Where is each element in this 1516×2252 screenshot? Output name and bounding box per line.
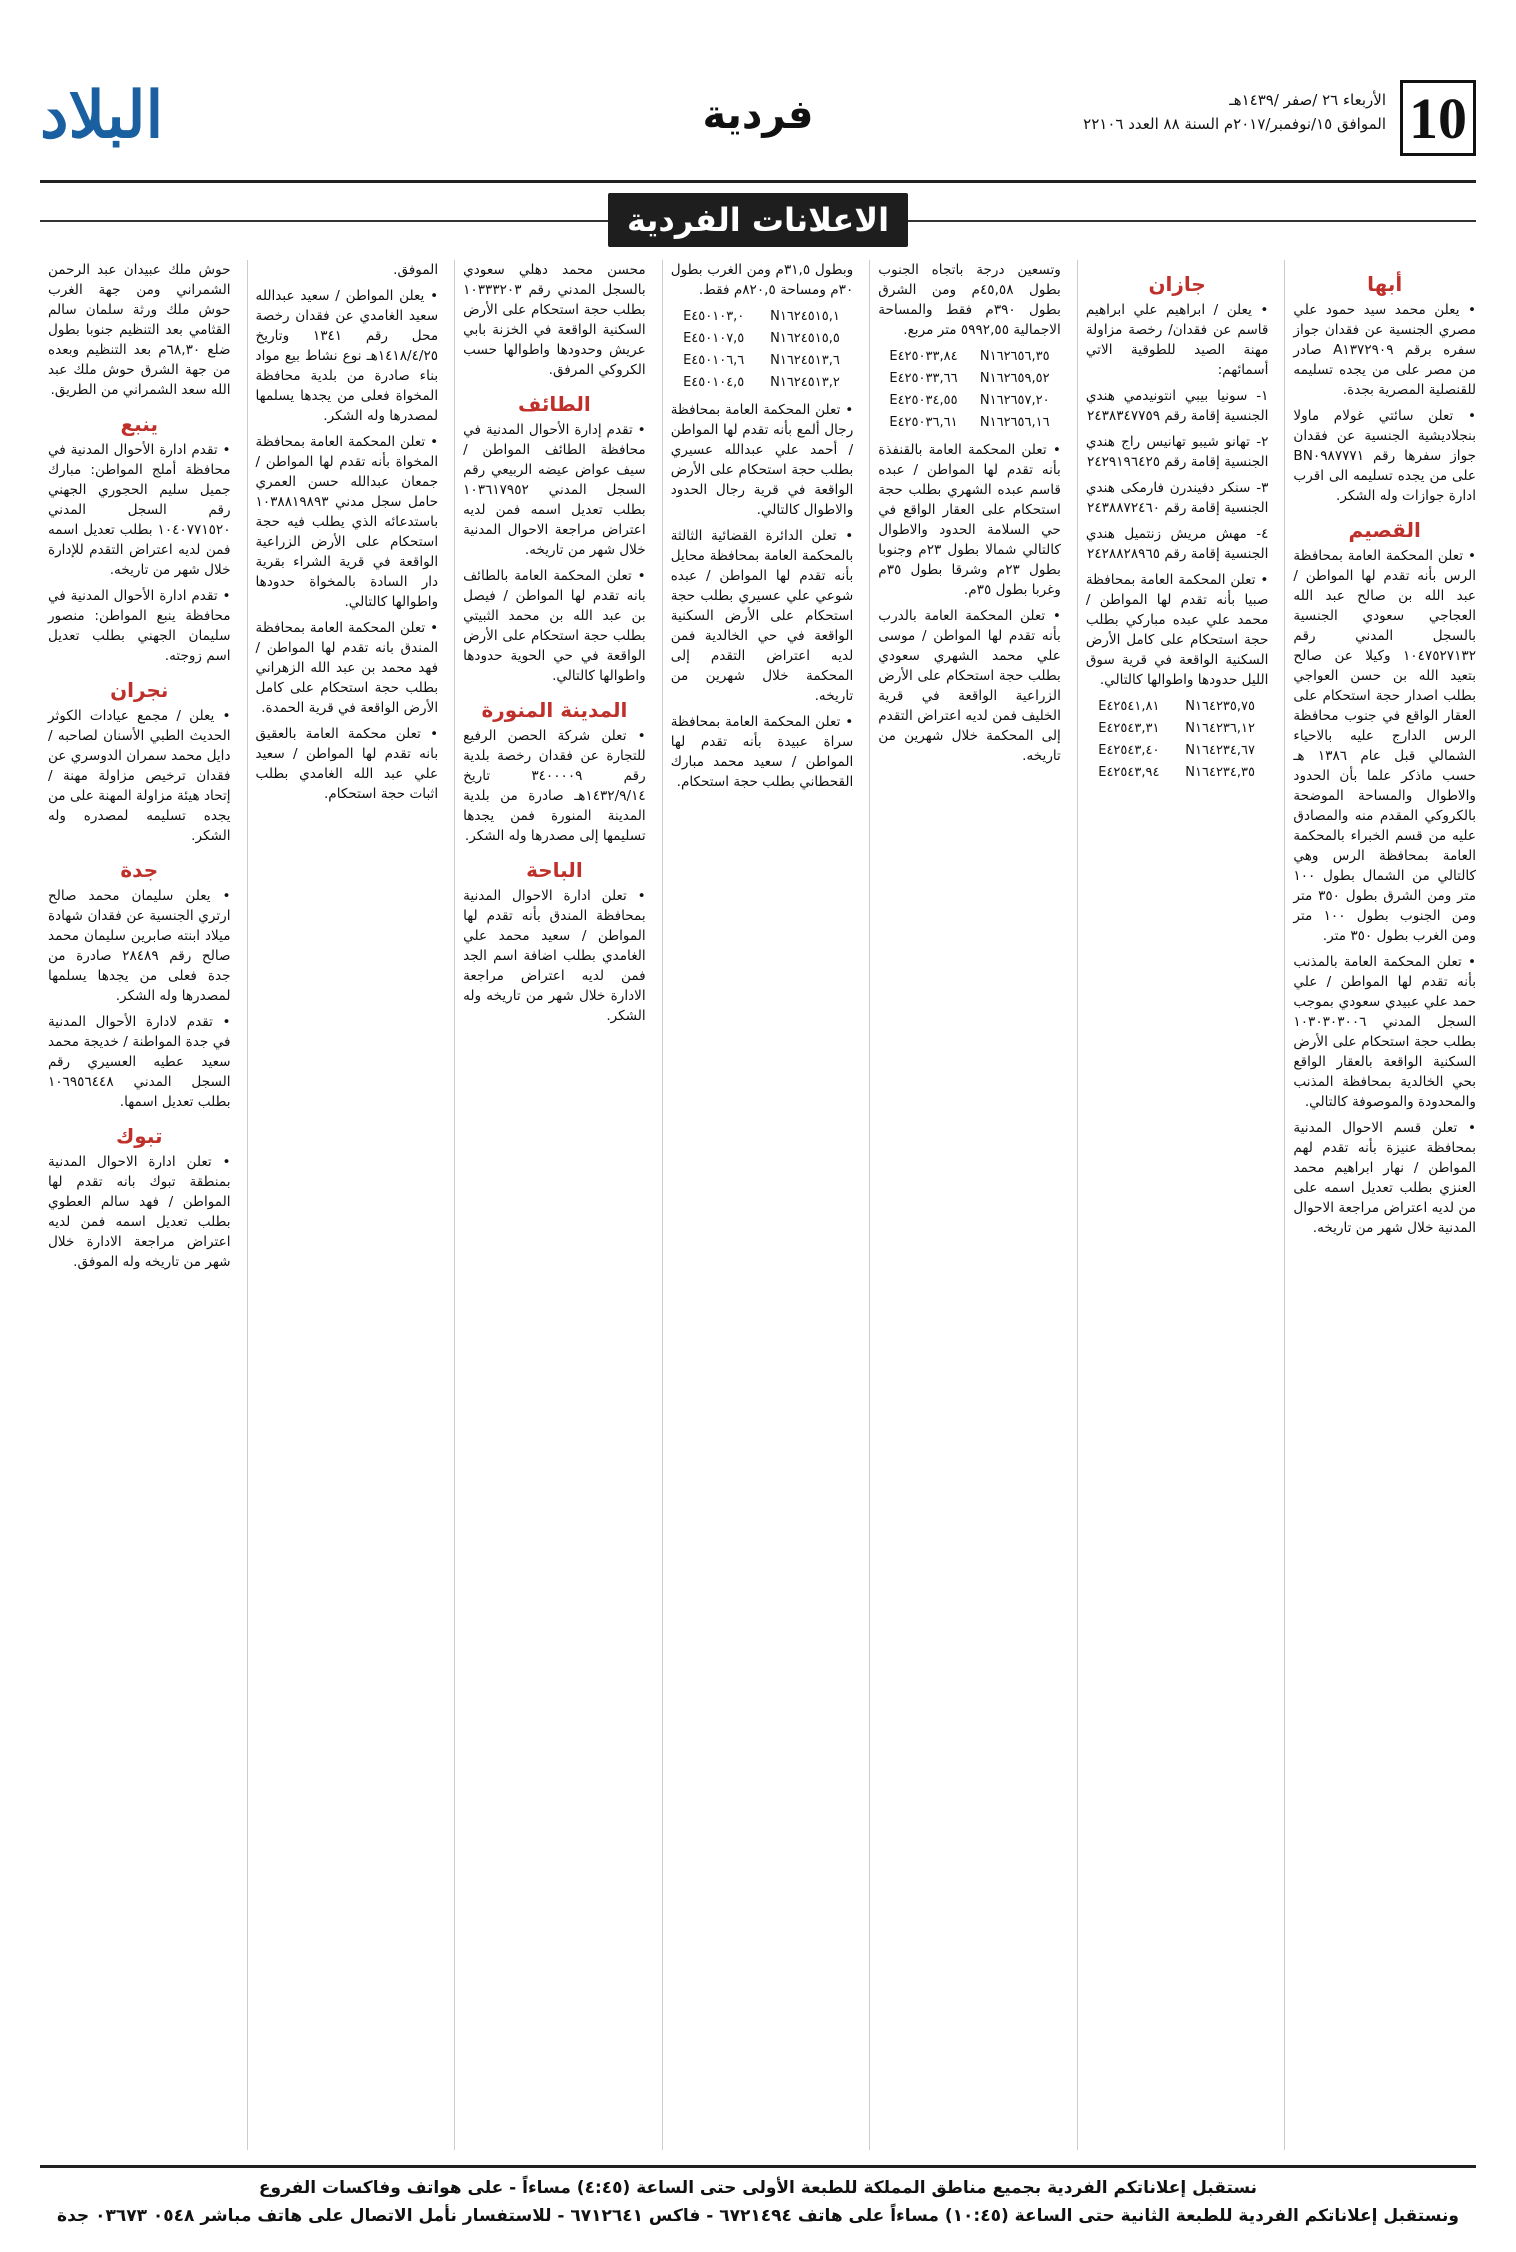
table-row (878, 346, 1061, 368)
ad-text: • تقدم إدارة الأحوال المدنية في محافظة الطائف المواطن / سيف عواض عيضه الربيعي رقم السجل المدني ١٠٣٦١٧٩٥٢ بطلب تعديل اسمه فمن لديه اعتراض مراجعة الاحوال المدنية خلال شهر من تاريخه. (463, 422, 646, 558)
ad-text: • تعلن قسم الاحوال المدنية بمحافظة عنيزة بأنه تقدم لهم المواطن / نهار ابراهيم محمد العنزي بطلب تعديل اسمه على من لديه اعتراض مراجعة الاحوال المدنية خلال شهر من تاريخه. (1293, 1120, 1476, 1236)
footer-line: ونستقبل إعلاناتكم الفردية للطبعة الثانية حتى الساعة (١٠:٤٥) مساءاً على هاتف ٦٧٢١٤٩٤ - فاكس ٦٧١٢٦٤١ - للاستفسار نأمل الاتصال على هاتف مباشر ٠٥٤٨ ٠٣٦٧٣ جدة (57, 2206, 1459, 2226)
column-2 (1077, 260, 1269, 2150)
coord-n: N١٦٢٦٥٧,٢٠ (979, 393, 1050, 408)
ad-text: • تعلن سائتي غولام ماولا بنجلاديشية الجنسية عن فقدان جواز سفرها رقم BN٠٩٨٧٧٧١ على من يجده تسليمه الى اقرب ادارة جوازات وله الشكر. (1293, 408, 1476, 504)
coord-e: E٤٢٥٤٣,٤٠ (1098, 743, 1160, 758)
ad-text: • يعلن المواطن / سعيد عبدالله سعيد الغامدي عن فقدان رخصة محل رقم ١٣٤١ وتاريخ ١٤١٨/٤/٢٥هـ نوع نشاط بيع مواد بناء صادرة من بلدية محافظة المخواة فعلى من يجدها يسلمها لمصدرها وله الشكر. (255, 288, 439, 424)
coord-e: E٤٢٥٠٣٣,٦٦ (889, 371, 958, 386)
ad-text: الموفق. (393, 262, 439, 278)
ad-text: • تعلن محكمة العامة بالعقيق بانه تقدم لها المواطن / سعيد علي عبد الله الغامدي بطلب اثبات حجة استحكام. (255, 726, 439, 802)
coordinates-table (1086, 696, 1269, 784)
table-row (671, 328, 854, 350)
section-title: فردية (702, 92, 814, 138)
ad-text: محسن محمد دهلي سعودي بالسجل المدني رقم ١٠٣٣٣٢٠٣ بطلب حجة استحكام على الأرض السكنية الواقعة في الخزنة بابي عريش وحدودها واطوالها حسب الكروكي المرفق. (463, 262, 646, 378)
coord-n: N١٦٢٦٥٦,٣٥ (979, 349, 1050, 364)
column-1 (1284, 260, 1476, 2150)
ad-text: • تعلن المحكمة العامة بمحافظة الرس بأنه تقدم لها المواطن / عبد الله بن صالح عبد الله العجاجي سعودي الجنسية بالسجل المدني رقم ١٠٤٧٥٢٧١٣٢ وكيلا عن صالح بتعيد الله بن حسن العواجي بطلب اصدار حجة استحكام على العقار الواقع في جنوب محافظة الرس الدارج عليه بالاحياء الشمالي قبل عام ١٣٨٦ هـ حسب ماذكر علما بأن الحدود والاطوال والمساحة الموضحة بالكروكي المقدم منه والمصادق عليه من قسم الخبراء بالمحكمة العامة بمحافظة الرس وهي كالتالي من الشمال بطول ١٠٠ متر ومن الشرق بطول ٣٥٠ متر ومن الجنوب بطول ١٠٠ متر ومن الغرب بطول ٣٥٠ متر. (1293, 548, 1476, 944)
newspaper-logo: البلاد (40, 78, 164, 153)
ad-text: • يعلن محمد سيد حمود علي مصري الجنسية عن فقدان جواز سفره برقم A١٣٧٢٩٠٩ صادر من مصر على من يجده تسليمه للقنصلية المصرية بجدة. (1293, 302, 1476, 398)
ad-text: • يعلن سليمان محمد صالح ارتري الجنسية عن فقدان شهادة ميلاد ابنته صابرين سليمان محمد صالح رقم ٢٨٤٨٩ صادرة من جدة فعلى من يجدها يسلمها لمصدرها وله الشكر. (47, 888, 231, 1004)
masthead (40, 70, 1476, 183)
column-6 (247, 260, 439, 2150)
region-heading: الباحة (526, 858, 583, 882)
ad-text: ٢- تهانو شيبو تهانيس راج هندي الجنسية إقامة رقم ٢٤٢٩١٩٦٤٢٥ (1085, 434, 1269, 470)
table-row (1086, 696, 1269, 718)
region-heading: جازان (1148, 272, 1206, 296)
column-5 (454, 260, 646, 2150)
ad-text: • تعلن ادارة الاحوال المدنية بمنطقة تبوك بانه تقدم لها المواطن / فهد سالم العطوي بطلب تعديل اسمه فمن لديه اعتراض مراجعة الادارة خلال شهر من تاريخه وله الموفق. (47, 1154, 231, 1270)
table-row (1086, 740, 1269, 762)
column-3 (869, 260, 1061, 2150)
region-heading: القصيم (1348, 518, 1421, 542)
coord-n: N١٦٢٤٥١٣,٦ (770, 353, 840, 368)
page-number: 10 (1400, 80, 1476, 156)
region-heading: تبوك (115, 1124, 163, 1148)
issue-dates (1083, 88, 1386, 136)
ads-columns (40, 260, 1476, 2150)
ad-text: وبطول ٣١,٥م ومن الغرب بطول ٣٠م ومساحة ٨٢٠,٥م فقط. (670, 262, 854, 298)
coordinates-table (671, 306, 854, 394)
table-row (878, 390, 1061, 412)
ad-text: • يعلن / مجمع عيادات الكوثر الحديث الطبي الأسنان لصاحبه / دايل محمد سمران الدوسري عن فقدان ترخيص مزاولة مهنة / إتحاد هيئة مزاولة المهنة على من يجده تسليمه لمصدره وله الشكر. (47, 708, 231, 844)
coord-e: E٤٢٥٤٣,٩٤ (1098, 765, 1160, 780)
footer-notice (40, 2165, 1476, 2240)
coord-n: N١٦٤٢٣٥,٧٥ (1185, 699, 1255, 714)
date-hijri: الأربعاء ٢٦ /صفر /١٤٣٩هـ (1229, 91, 1386, 109)
ad-text: • تعلن المحكمة العامة بالدرب بأنه تقدم لها المواطن / موسى علي محمد الشهري سعودي بطلب حجة استحكام على الأرض الزراعية الواقعة في قرية الخليف فمن لديه اعتراض التقدم إلى المحكمة خلال شهرين من تاريخه. (878, 608, 1061, 764)
region-heading: الطائف (518, 392, 591, 416)
footer-line: نستقبل إعلاناتكم الفردية بجميع مناطق المملكة للطبعة الأولى حتى الساعة (٤:٤٥) مساءاً - على هواتف وفاكسات الفروع (258, 2178, 1258, 2198)
ad-text: • تعلن الدائرة القضائية الثالثة بالمحكمة العامة بمحافظة محايل بأنه تقدم لها المواطن / عبده شوعي علي عسيري بطلب حجة استحكام على الأرض السكنية الواقعة في حي الخالدية فمن لديه اعتراض التقدم إلى المحكمة خلال شهرين من تاريخه. (670, 528, 854, 704)
ad-text: وتسعين درجة باتجاه الجنوب بطول ٤٥,٥٨م ومن الشرق بطول ٣٩٠م فقط والمساحة الاجمالية ٥٩٩٢,٥٥ متر مربع. (878, 262, 1061, 338)
coord-e: E٤٢٥٤١,٨١ (1098, 699, 1160, 714)
date-gregorian: الموافق ١٥/نوفمبر/٢٠١٧م السنة ٨٨ العدد ٢٢١٠٦ (1083, 115, 1386, 133)
table-row (1086, 762, 1269, 784)
ad-text: • تعلن المحكمة العامة بمحافظة المخواة بأنه تقدم لها المواطن / جمعان عبدالله حسن العمري حامل سجل مدني ١٠٣٨٨١٩٨٩٣ باستدعائه الذي يطلب فيه حجة استحكام على الأرض الزراعية الواقعة في قرية الشراء بقرية دار السادة بالمخواة حدودها واطوالها كالتالي. (255, 434, 439, 610)
ad-text: • تعلن المحكمة العامة بمحافظة صبيا بأنه تقدم لها المواطن / محمد علي عبده مباركي بطلب حجة استحكام على كامل الأرض السكنية الواقعة في قرية سوق الليل حدودها واطوالها كالتالي. (1085, 572, 1269, 688)
table-row (1086, 718, 1269, 740)
coord-n: N١٦٤٢٣٦,١٢ (1185, 721, 1255, 736)
coord-n: N١٦٢٤٥١٥,١ (770, 309, 840, 324)
table-row (878, 368, 1061, 390)
coord-n: N١٦٢٦٥٦,١٦ (979, 415, 1050, 430)
coord-e: E٤٢٥٠٣٣,٨٤ (889, 349, 958, 364)
column-4 (662, 260, 854, 2150)
classifieds-banner (40, 185, 1476, 255)
region-heading: المدينة المنورة (481, 698, 628, 722)
ad-text: • تقدم لادارة الأحوال المدنية في جدة المواطنة / خديجة محمد سعيد عطيه العسيري رقم السجل المدني ١٠٦٩٥٦٤٤٨ بطلب تعديل اسمها. (47, 1014, 231, 1110)
ad-text: • تعلن المحكمة العامة بمحافظة سراة عبيدة بأنه تقدم لها المواطن / سعيد محمد مبارك القحطاني بطلب حجة استحكام. (670, 714, 854, 790)
table-row (671, 306, 854, 328)
ad-text: ٤- مهش مريش زنتميل هندي الجنسية إقامة رقم ٢٤٢٨٨٢٨٩٦٥ (1085, 526, 1269, 562)
coord-n: N١٦٢٦٥٩,٥٢ (979, 371, 1050, 386)
coordinates-table (878, 346, 1061, 434)
ad-text: حوش ملك عبيدان عبد الرحمن الشمراني ومن جهة الغرب حوش ملك ورثة سلمان سالم القثامي بعد التنظيم جنوبا بطول ضلع ٦٨,٣٠م بعد التنظيم وبعده من جهة الشرق حوش ملك عبد الله سعد الشمراني من الطريق. (47, 262, 231, 398)
table-row (671, 372, 854, 394)
ad-text: ٣- سنكر دفيندرن فارمكى هندي الجنسية إقامة رقم ٢٤٣٨٨٧٢٤٦٠ (1085, 480, 1269, 516)
coord-n: N١٦٢٤٥١٥,٥ (770, 331, 840, 346)
coord-n: N١٦٤٢٣٤,٣٥ (1185, 765, 1255, 780)
coord-n: N١٦٢٤٥١٣,٢ (770, 375, 840, 390)
ad-text: • تقدم ادارة الأحوال المدنية في محافظة ينبع المواطن: منصور سليمان الجهني بطلب تعديل اسم زوجته. (47, 588, 231, 664)
region-heading: أبها (1367, 272, 1403, 296)
region-heading: جدة (120, 858, 159, 882)
ad-text: • يعلن / ابراهيم علي ابراهيم قاسم عن فقدان/ رخصة مزاولة مهنة الصيد للطوقية الاتي أسمائهم: (1085, 302, 1269, 378)
coord-n: N١٦٤٢٣٤,٦٧ (1185, 743, 1255, 758)
ad-text: • تقدم ادارة الأحوال المدنية في محافظة أملج المواطن: مبارك جميل سليم الحجوري الجهني رقم السجل المدني ١٠٤٠٧٧١٥٢٠ بطلب تعديل اسمه فمن لديه اعتراض التقدم للإدارة خلال شهر من تاريخه. (47, 442, 231, 578)
coord-e: E٤٢٥٠٣٦,٦١ (889, 415, 958, 430)
coord-e: E٤٥٠١٠٧,٥ (683, 331, 745, 346)
ad-text: • تعلن المحكمة العامة بالقنفذة بأنه تقدم لها المواطن / عبده قاسم عبده الشهري بطلب حجة استحكام على العقار الواقع في حي السلامة الحدود والاطوال كالتالي شمالا بطول ٢٣م وجنوبا بطول ٢٣م وشرقا بطول ٣٥م وغربا بطول ٣٥م. (878, 442, 1061, 598)
ad-text: ١- سونيا بيبي انتونيدمي هندي الجنسية إقامة رقم ٢٤٣٨٣٤٧٧٥٩ (1085, 388, 1269, 424)
banner-title: الاعلانات الفردية (608, 193, 908, 247)
coord-e: E٤٥٠١٠٤,٥ (683, 375, 745, 390)
region-heading: نجران (110, 678, 169, 702)
ad-text: • تعلن المحكمة العامة بالطائف بانه تقدم لها المواطن / فيصل بن عبد الله بن محمد الثبيتي بطلب حجة استحكام على الأرض الواقعة في حي الحوية حدودها واطوالها كالتالي. (463, 568, 646, 684)
ad-text: • تعلن المحكمة العامة بمحافظة المندق بانه تقدم لها المواطن / فهد محمد بن عبد الله الزهراني بطلب حجة استحكام على كامل الأرض الواقعة في قرية الحمدة. (255, 620, 439, 716)
table-row (878, 412, 1061, 434)
coord-e: E٤٢٥٤٣,٣١ (1098, 721, 1160, 736)
ad-text: • تعلن شركة الحصن الرفيع للتجارة عن فقدان رخصة بلدية رقم ٣٤٠٠٠٠٩ تاريخ ١٤٣٢/٩/١٤هـ صادرة من بلدية المدينة المنورة فمن يجدها تسليمها إلى مصدرها وله الشكر. (463, 728, 646, 844)
column-7 (40, 260, 231, 2150)
region-heading: ينبع (120, 412, 158, 436)
ad-text: • تعلن المحكمة العامة بمحافظة رجال ألمع بأنه تقدم لها المواطن / أحمد علي عبدالله عسيري بطلب حجة استحكام على الأرض الواقعة في قرية رجال الحدود والاطوال كالتالي. (670, 402, 854, 518)
ad-text: • تعلن ادارة الاحوال المدنية بمحافظة المندق بأنه تقدم لها المواطن / سعيد محمد علي الغامدي بطلب اضافة اسم الجد فمن لديه اعتراض مراجعة الادارة خلال شهر من تاريخه وله الشكر. (463, 888, 646, 1024)
table-row (671, 350, 854, 372)
coord-e: E٤٥٠١٠٦,٦ (683, 353, 745, 368)
coord-e: E٤٥٠١٠٣,٠ (683, 309, 745, 324)
coord-e: E٤٢٥٠٣٤,٥٥ (889, 393, 958, 408)
ad-text: • تعلن المحكمة العامة بالمذنب بأنه تقدم لها المواطن / علي حمد علي عبيدي سعودي بموجب السجل المدني ١٠٣٠٣٠٣٠٠٦ بطلب حجة استحكام على الأرض السكنية الواقعة بالعقار الواقع بحي الخالدية بمحافظة المذنب والمحدودة والموصوفة كالتالي. (1293, 954, 1476, 1110)
